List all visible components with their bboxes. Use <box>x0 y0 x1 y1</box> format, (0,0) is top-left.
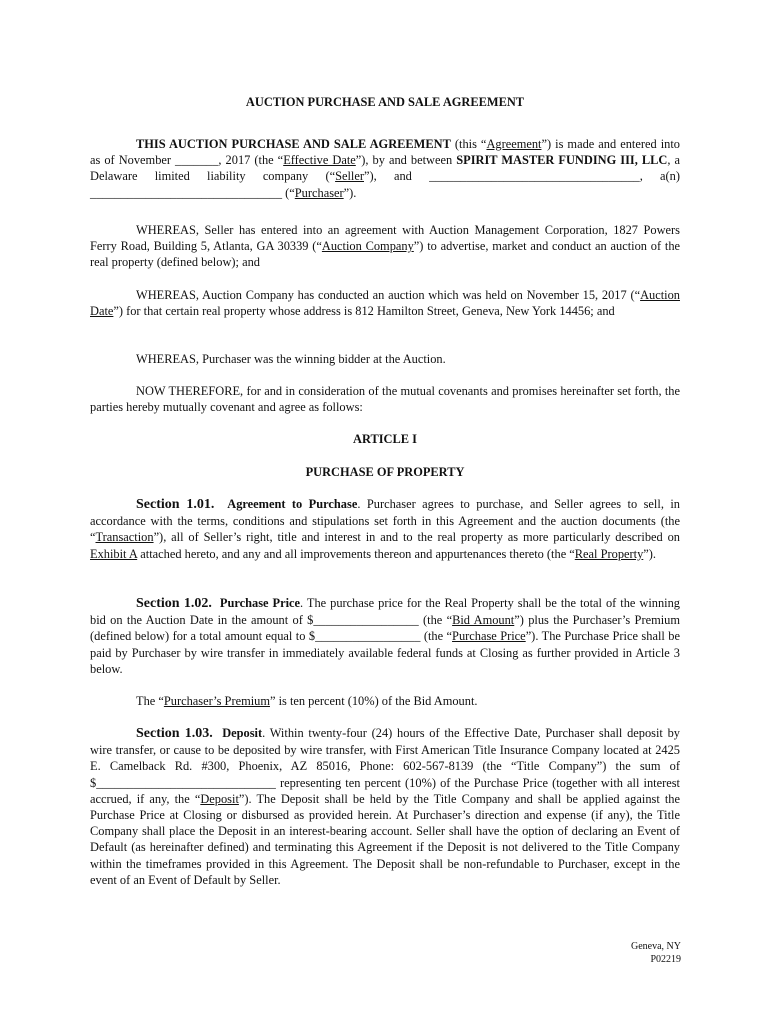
bid-amount-term: Bid Amount <box>452 613 515 628</box>
auction-company-term: Auction Company <box>321 239 414 254</box>
seller-name: SPIRIT MASTER FUNDING III, LLC <box>456 153 668 168</box>
whereas-paragraph-2: WHEREAS, Auction Company has conducted an auction which was held on November 15, 2017 (“Auction Date”) for that certain real property whose address is 812 Hamilton Street, Geneva, New York 14456; and <box>90 288 680 319</box>
whereas-paragraph-1: WHEREAS, Seller has entered into an agreement with Auction Management Corporation, 1827 Powers Ferry Road, Building 5, Atlanta, GA 30339 (“Auction Company”) to advertise, market and conduct an auction of the real property (defined below); and <box>90 223 681 270</box>
section-heading: Purchase Price <box>219 596 301 610</box>
deposit-term: Deposit <box>200 791 239 806</box>
section-1-02: Section 1.02. Purchase Price. The purchase price for the Real Property shall be the total of the winning bid on the Auction Date in the amount of $_________________ (the “Bid Amount”) plus the Purchaser’s Premium (defined below) for a total amount equal to $_________________ (the “Purchase Price”). The Purchase Price shall be paid by Purchaser by wire transfer in immediately available federal funds at Closing as further provided in Article 3 below. <box>90 596 680 676</box>
effective-date-term: Effective Date <box>283 153 356 168</box>
now-therefore-paragraph: NOW THEREFORE, for and in consideration of the mutual covenants and promises hereinafter set forth, the parties hereby mutually covenant and agree as follows: <box>90 384 680 415</box>
section-heading: Deposit <box>222 726 263 740</box>
section-heading: Agreement to Purchase <box>227 497 358 511</box>
agreement-term: Agreement <box>486 137 542 151</box>
premium-paragraph: The “Purchaser’s Premium” is ten percent (10%) of the Bid Amount. <box>136 694 478 708</box>
section-number: Section 1.01. <box>136 497 215 512</box>
article-title: PURCHASE OF PROPERTY <box>305 465 465 479</box>
section-number: Section 1.02. <box>136 596 212 611</box>
whereas-paragraph-3: WHEREAS, Purchaser was the winning bidder at the Auction. <box>136 352 446 366</box>
page-footer <box>631 940 681 966</box>
transaction-term: Transaction <box>95 530 154 545</box>
document-title: AUCTION PURCHASE AND SALE AGREEMENT <box>245 95 525 109</box>
purchasers-premium-term: Purchaser’s Premium <box>163 694 270 708</box>
section-number: Section 1.03. <box>136 726 213 741</box>
purchase-price-term: Purchase Price <box>452 629 526 644</box>
intro-paragraph: THIS AUCTION PURCHASE AND SALE AGREEMENT (this “Agreement”) is made and entered into as of November _______, 2017 (the “Effective Date”), by and between SPIRIT MASTER FUNDING III, LLC, a Delaware limited liability company (“Seller”), and __________________________________, a(n) _______________________________ (“Purchaser”). <box>90 137 681 200</box>
exhibit-a-reference: Exhibit A <box>90 546 138 561</box>
section-1-01: Section 1.01. Agreement to Purchase. Purchaser agrees to purchase, and Seller agrees to sell, in accordance with the terms, conditions and stipulations set forth in this Agreement and the auction documents (the “Transaction”), all of Seller’s right, title and interest in and to the real property as more particularly described on Exhibit A attached hereto, and any and all improvements thereon and appurtenances thereto (the “Real Property”). <box>90 497 680 561</box>
auction-date-term: Auction Date <box>90 288 680 319</box>
article-heading: ARTICLE I <box>353 432 417 446</box>
section-1-03: Section 1.03. Deposit. Within twenty-four (24) hours of the Effective Date, Purchaser shall deposit by wire transfer, or cause to be deposited by wire transfer, with First American Title Insurance Company located at 2425 E. Camelback Rd. #300, Phoenix, AZ 85016, Phone: 602-567-8139 (the “Title Company”) the sum of $_____________________________ representing ten percent (10%) of the Purchase Price (together with all interest accrued, if any, the “Deposit”). The Deposit shall be held by the Title Company and shall be applied against the Purchase Price at Closing or disbursed as provided herein. At Purchaser’s direction and expense (if any), the Title Company shall place the Deposit in an interest-bearing account. Seller shall have the option of declaring an Event of Default (as hereinafter defined) and terminating this Agreement if the Deposit is not delivered to the Title Company within the timeframes provided in this Agreement. The Deposit shall be non-refundable to Purchaser, except in the event of an Event of Default by Seller. <box>90 726 680 887</box>
seller-term: Seller <box>335 169 364 184</box>
real-property-term: Real Property <box>574 546 644 561</box>
footer-location: Geneva, NY <box>631 941 681 952</box>
purchaser-term: Purchaser <box>294 185 344 200</box>
footer-code: P02219 <box>650 954 681 965</box>
